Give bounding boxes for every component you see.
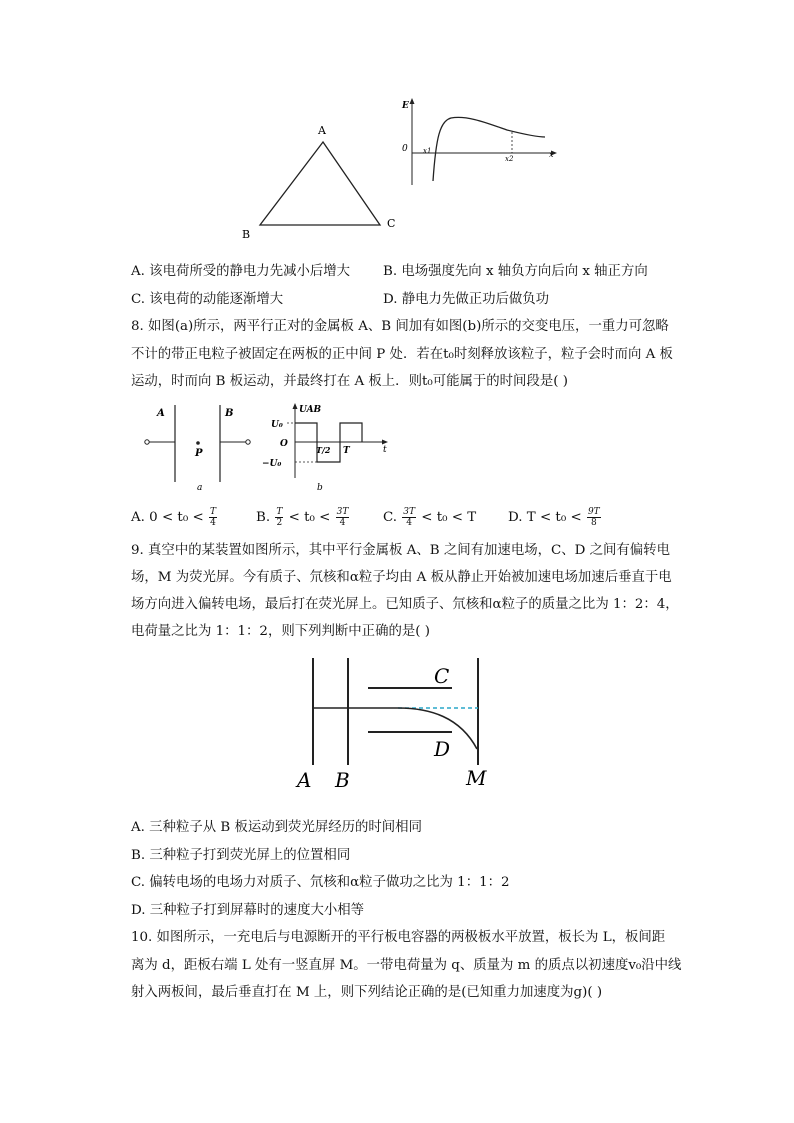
plate-a-label: A: [157, 408, 165, 419]
q9-option-c[interactable]: C. 偏转电场的电场力对质子、氘核和α粒子做功之比为 1：1：2: [131, 875, 510, 890]
q9-option-b[interactable]: B. 三种粒子打到荧光屏上的位置相同: [131, 848, 351, 863]
plate-a-label: A: [297, 768, 312, 792]
label-b: B: [242, 228, 251, 241]
q8-b-fraction-2: [336, 507, 350, 528]
origin-label: 0: [402, 144, 408, 154]
screen-m-label: M: [466, 766, 487, 790]
q9-figure: [290, 655, 510, 795]
q8-b-prefix: B.: [256, 510, 271, 525]
q8-option-a[interactable]: [131, 507, 218, 528]
q8-b-fraction-1: [275, 507, 283, 528]
q9-line-4: 电荷量之比为 1：1：2，则下列判断中正确的是( ): [131, 624, 430, 639]
q8-line-3: 运动，时而向 B 板运动，并最终打在 A 板上．则t₀可能属于的时间段是( ): [131, 374, 568, 389]
q7-option-d[interactable]: D. 静电力先做正功后做负功: [383, 292, 550, 307]
plate-b-label: B: [225, 408, 234, 419]
plate-b-label: B: [335, 768, 350, 792]
q8-a-fraction: [209, 507, 217, 528]
triangle-figure: [230, 115, 410, 245]
e-x-graph: [395, 97, 565, 192]
q8-option-d[interactable]: [508, 507, 602, 528]
q8-option-b[interactable]: [256, 507, 350, 528]
q10-line-2: 离为 d，距板右端 L 处有一竖直屏 M。一带电荷量为 q、质量为 m 的质点以初速度v₀沿中线: [131, 958, 682, 973]
q7-option-b[interactable]: B. 电场强度先向 x 轴负方向后向 x 轴正方向: [383, 264, 648, 279]
b-neg-u0-label: −U₀: [262, 459, 282, 469]
q8-a-num: T: [209, 507, 216, 517]
q9-line-1: 9. 真空中的某装置如图所示，其中平行金属板 A、B 之间有加速电场，C、D 之间有偏转电: [131, 543, 670, 558]
b-y-arrow: [293, 403, 298, 409]
axis-label-x: x: [549, 150, 554, 159]
q8-c-suffix: < t₀ < T: [421, 510, 477, 525]
e-curve: [433, 117, 545, 181]
q8-line-1: 8. 如图(a)所示，两平行正对的金属板 A、B 间加有如图(b)所示的交变电压，一重力可忽略: [131, 319, 669, 334]
q8-option-c[interactable]: [383, 507, 476, 528]
q8-a-prefix: A. 0 < t₀ <: [131, 510, 204, 525]
y-axis-arrow: [410, 98, 415, 104]
b-t-full-label: T: [343, 446, 350, 456]
q7-option-a[interactable]: A. 该电荷所受的静电力先减小后增大: [131, 264, 351, 279]
x2-label: x2: [505, 155, 514, 163]
q8-c-den: 4: [406, 518, 413, 528]
axis-label-e: E: [402, 101, 409, 111]
b-origin-label: O: [280, 439, 288, 449]
q8-d-den: 8: [590, 518, 597, 528]
plate-d-label: D: [434, 737, 451, 761]
q8-d-fraction: [587, 507, 601, 528]
q9-option-a[interactable]: A. 三种粒子从 B 板运动到荧光屏经历的时间相同: [131, 820, 422, 835]
b-u0-label: U₀: [271, 420, 283, 430]
q8-line-2: 不计的带正电粒子被固定在两板的正中间 P 处．若在t₀时刻释放该粒子，粒子会时而向 A 板: [131, 347, 673, 362]
b-t-half-label: T/2: [316, 445, 331, 455]
b-t-arrow: [382, 440, 388, 445]
terminal-left: [145, 440, 149, 444]
triangle-abc: [260, 142, 380, 225]
x1-label: x1: [423, 147, 432, 155]
q8-b-middle: < t₀ <: [288, 510, 331, 525]
q8-figure: [140, 400, 400, 498]
q9-line-2: 场，M 为荧光屏。今有质子、氘核和α粒子均由 A 板从静止开始被加速电场加速后垂直于电: [131, 570, 672, 585]
q8-b-den1: 2: [276, 518, 283, 528]
q9-option-d[interactable]: D. 三种粒子打到屏幕时的速度大小相等: [131, 903, 365, 918]
label-a: A: [318, 124, 326, 137]
q8-b-num2: 3T: [336, 507, 349, 517]
q8-c-fraction: [402, 507, 416, 528]
point-p-label: P: [195, 448, 203, 459]
q9-line-3: 场方向进入偏转电场，最后打在荧光屏上。已知质子、氘核和α粒子的质量之比为 1：2：4，: [131, 597, 679, 612]
plate-c-label: C: [434, 664, 450, 688]
q8-b-num1: T: [276, 507, 283, 517]
q10-line-1: 10. 如图所示，一充电后与电源断开的平行板电容器的两极板水平放置，板长为 L，板间距: [131, 930, 666, 945]
q8-d-prefix: D. T < t₀ <: [508, 510, 582, 525]
q8-c-num: 3T: [403, 507, 416, 517]
q7-option-c[interactable]: C. 该电荷的动能逐渐增大: [131, 292, 284, 307]
q8-b-den2: 4: [339, 518, 346, 528]
particle-p: [196, 441, 200, 445]
q10-line-3: 射入两板间，最后垂直打在 M 上，则下列结论正确的是(已知重力加速度为g)( ): [131, 985, 603, 1000]
q8-d-num: 9T: [587, 507, 600, 517]
caption-a: a: [197, 483, 203, 493]
label-c: C: [387, 217, 396, 230]
q8-a-den: 4: [210, 518, 216, 528]
q8-c-prefix: C.: [383, 510, 398, 525]
terminal-right: [246, 440, 250, 444]
caption-b: b: [317, 483, 323, 493]
b-t-axis-label: t: [383, 445, 387, 455]
b-y-label: UAB: [299, 405, 322, 415]
